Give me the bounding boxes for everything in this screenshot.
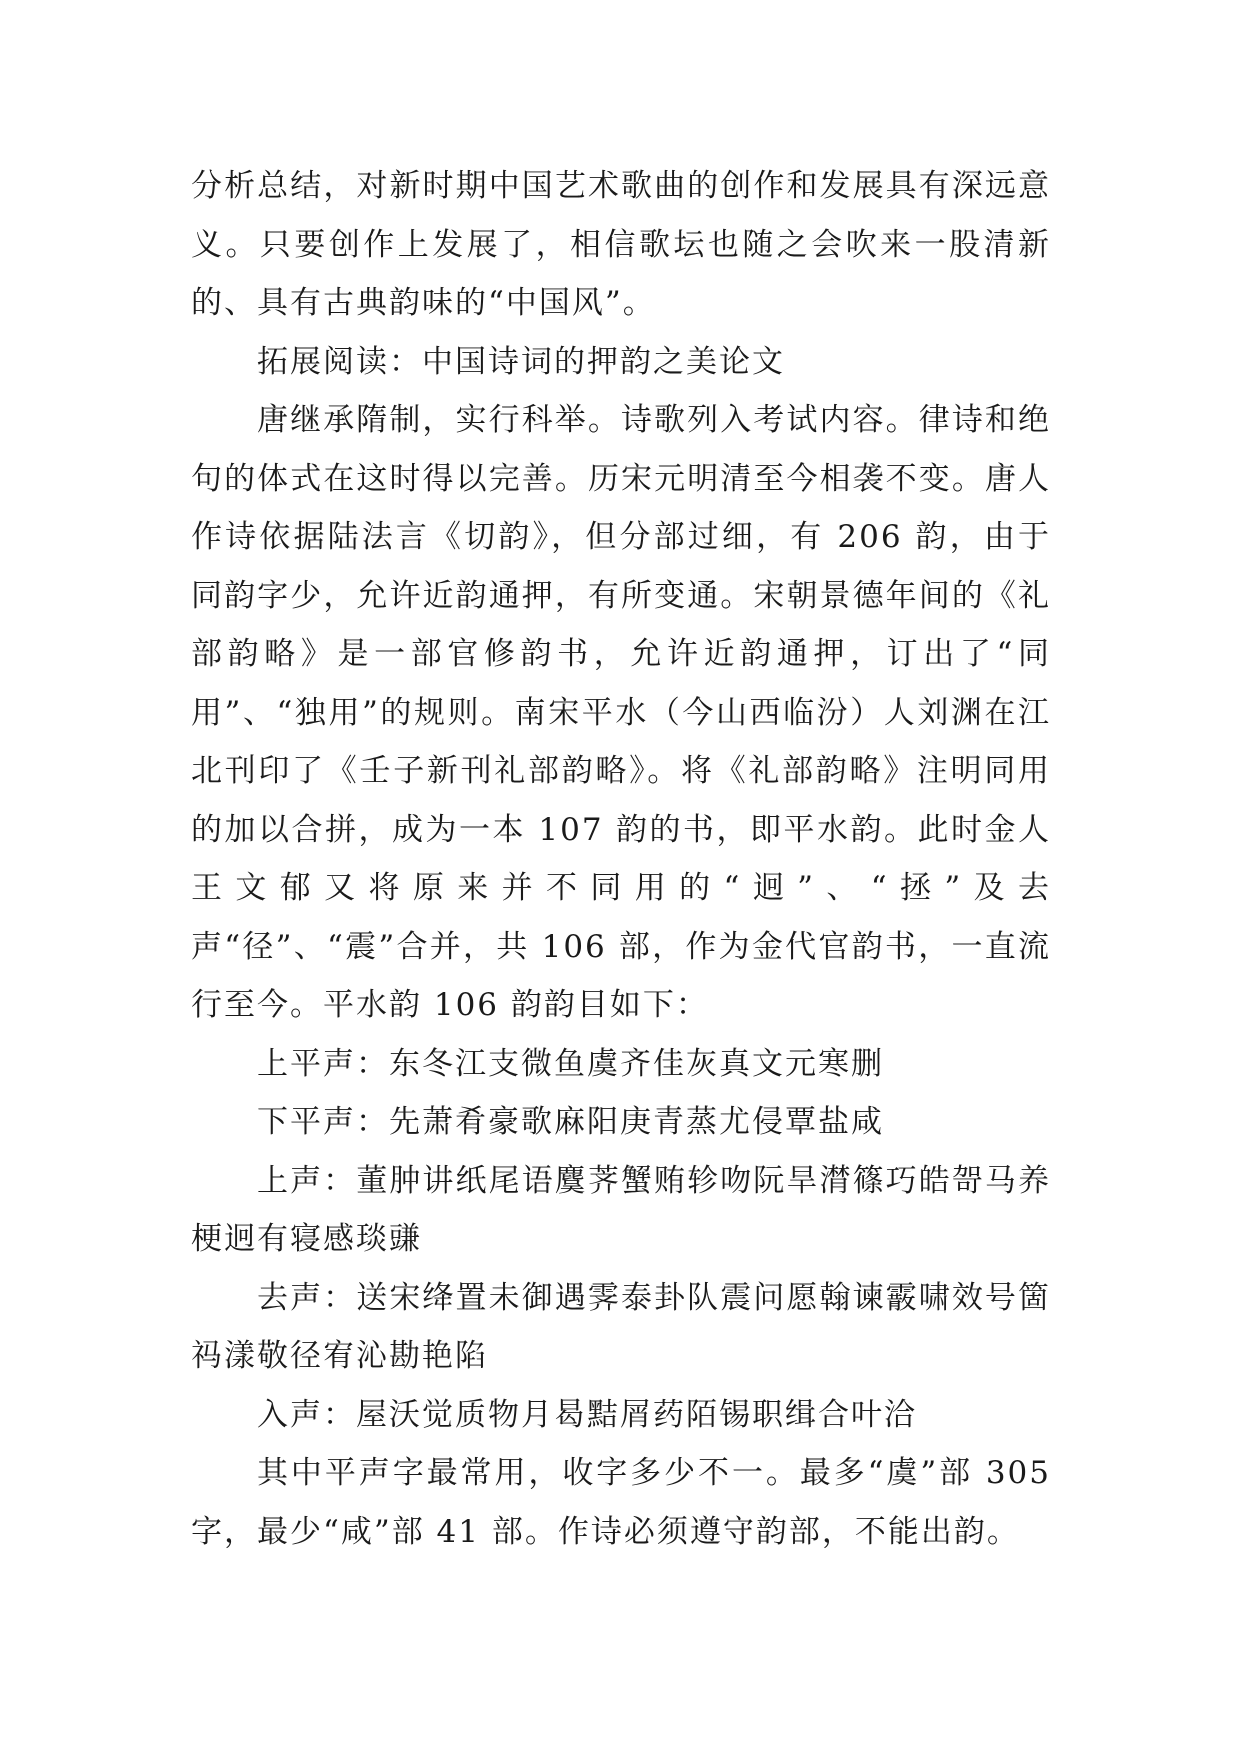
paragraph-level-tone-usage: 其中平声字最常用，收字多少不一。最多“虞”部 305 字，最少“咸”部 41 部。作诗必须遵守韵部，不能出韵。 [191,1455,1051,1550]
paragraph-lower-level-tone: 下平声：先萧肴豪歌麻阳庚青蒸尤侵覃盐咸 [257,1104,884,1140]
paragraph-departing-tone: 去声：送宋绛置未御遇霁泰卦队震问愿翰谏霰啸效号箇祃漾敬径宥沁勘艳陷 [191,1279,1051,1374]
document-body [191,157,1051,1561]
paragraph-rising-tone: 上声：董肿讲纸尾语麌荠蟹贿轸吻阮旱潸篠巧皓哿马养梗迥有寝感琰豏 [191,1162,1051,1257]
paragraph-entering-tone: 入声：屋沃觉质物月曷黠屑药陌锡职缉合叶洽 [257,1396,917,1433]
paragraph-upper-level-tone: 上平声：东冬江支微鱼虞齐佳灰真文元寒删 [257,1045,884,1082]
paragraph-tang-rhyme-history: 唐继承隋制，实行科举。诗歌列入考试内容。律诗和绝句的体式在这时得以完善。历宋元明清至今相袭不变。唐人作诗依据陆法言《切韵》，但分部过细，有 206 韵，由于同韵字少，允许近韵通押，有所变通。宋朝景德年间的《礼部韵略》是一部官修韵书，允许近韵通押，订出了“同用”、“独用”的规则。南宋平水（今山西临汾）人刘渊在江北刊印了《壬子新刊礼部韵略》。将《礼部韵略》注明同用的加以合拼，成为一本 107 韵的书，即平水韵。此时金人王文郁又将原来并不同用的“迥”、“拯”及去声“径”、“震”合并，共 106 部，作为金代官韵书，一直流行至今。平水韵 106 韵韵目如下： [191,402,1051,1023]
paragraph-extended-reading-title: 拓展阅读：中国诗词的押韵之美论文 [257,343,785,380]
paragraph-conclusion: 分析总结，对新时期中国艺术歌曲的创作和发展具有深远意义。只要创作上发展了，相信歌坛也随之会吹来一股清新的、具有古典韵味的“中国风”。 [191,168,1051,321]
